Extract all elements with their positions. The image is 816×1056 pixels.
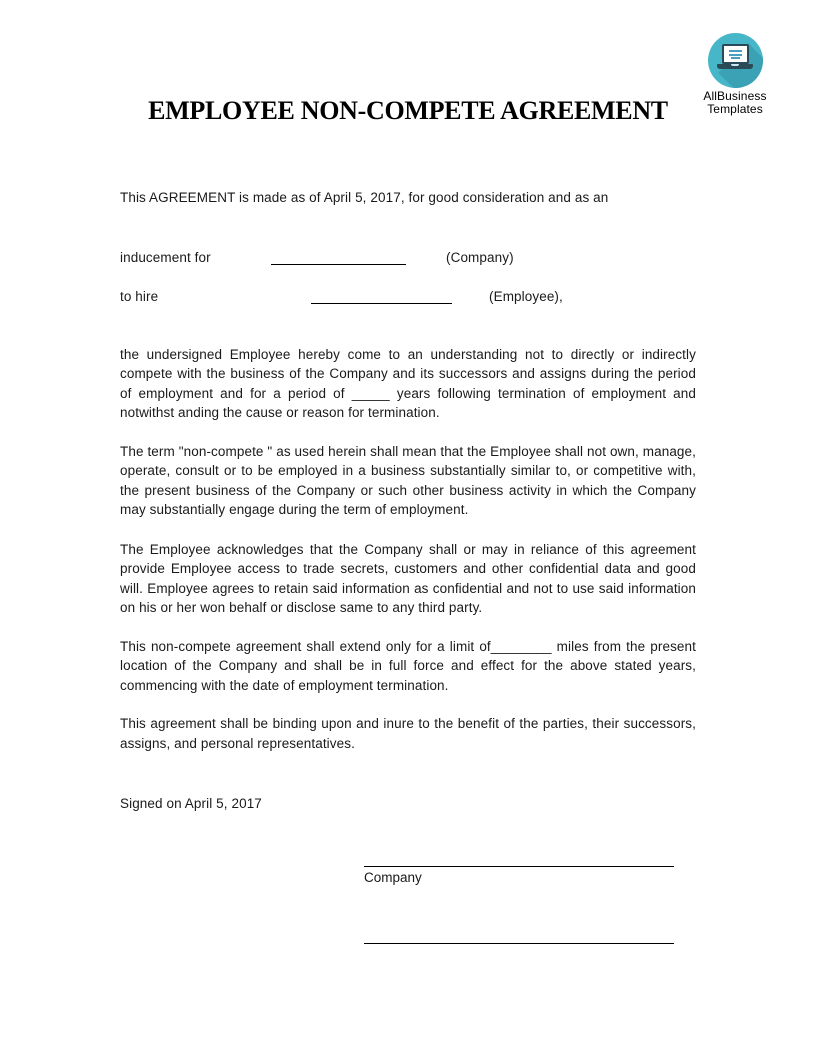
company-signature-block — [364, 866, 674, 888]
intro-paragraph: This AGREEMENT is made as of April 5, 2017, for good consideration and as an — [120, 190, 609, 205]
employee-signature-block — [364, 943, 674, 944]
logo-text-line2: Templates — [707, 101, 763, 116]
company-name-blank[interactable] — [271, 250, 406, 265]
signed-date-line: Signed on April 5, 2017 — [120, 796, 262, 811]
company-fill-suffix: (Company) — [446, 249, 514, 265]
employee-signature-line[interactable] — [364, 943, 674, 944]
document-title: EMPLOYEE NON-COMPETE AGREEMENT — [148, 96, 668, 125]
body-paragraph-2: The term "non-compete " as used herein shall mean that the Employee shall not own, manage, operate, consult or to be employed in a business substantially similar to, or competitive with, the present business of the Company or such other business activity in which the Company may substantially engage during the term of employment. — [120, 443, 696, 517]
allbusiness-templates-logo — [700, 33, 770, 115]
logo-text-line1: AllBusiness — [703, 89, 767, 103]
employee-name-blank[interactable] — [311, 289, 452, 304]
body-paragraph-1: the undersigned Employee hereby come to an understanding not to directly or indirectly compete with the business of the Company and its successors and assigns during the period of employment and for a period of _____ years following termination of employment and notwithst anding the cause or reason for termination. — [120, 346, 696, 420]
body-paragraph-5: This agreement shall be binding upon and inure to the benefit of the parties, their successors, assigns, and personal representatives. — [120, 716, 696, 751]
company-fill-line — [120, 248, 696, 268]
body-paragraph-4: This non-compete agreement shall extend only for a limit of________ miles from the present location of the Company and shall be in full force and effect for the above stated years, commencing with the date of employment termination. — [120, 638, 696, 693]
employee-fill-line — [120, 287, 696, 307]
employee-fill-label: to hire — [120, 288, 159, 304]
company-signature-label: Company — [364, 869, 422, 885]
company-signature-line[interactable] — [364, 866, 674, 867]
logo-wordmark — [700, 90, 770, 115]
laptop-base — [717, 64, 753, 69]
body-paragraph-3: The Employee acknowledges that the Company shall or may in reliance of this agreement provide Employee access to trade secrets, customers and other confidential data and good will. Employee agrees to retain said information as confidential and not to use said information on his or her won behalf or disclose same to any third party. — [120, 541, 696, 615]
laptop-icon — [708, 33, 763, 88]
employee-fill-suffix: (Employee), — [489, 288, 563, 304]
laptop-screen — [722, 44, 749, 64]
company-fill-label: inducement for — [120, 249, 211, 265]
